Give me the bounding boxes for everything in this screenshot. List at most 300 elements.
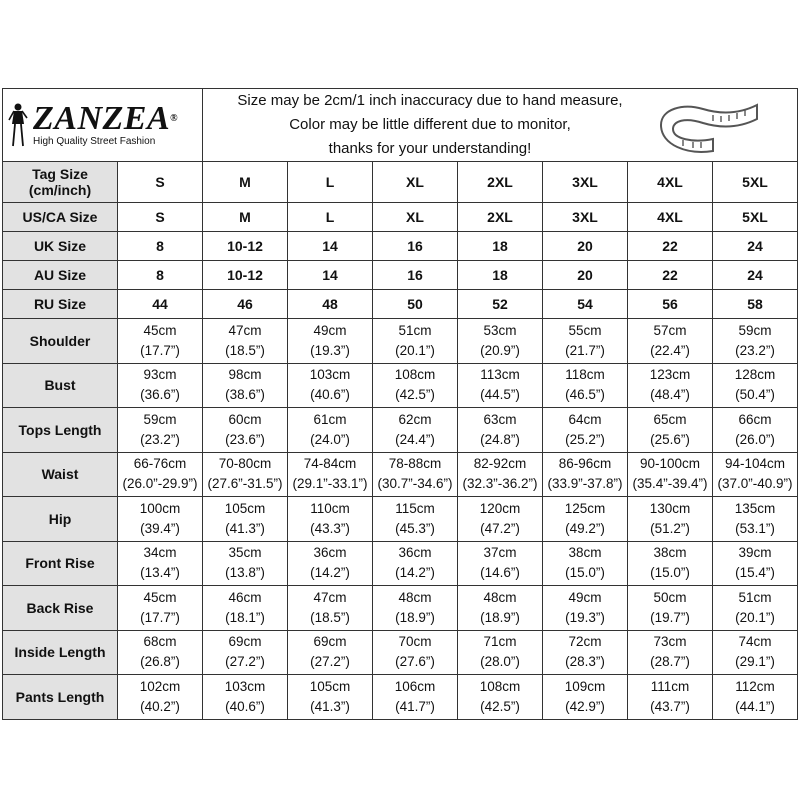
measurement-cell bbox=[713, 675, 798, 720]
measurement-inch: (14.2”) bbox=[395, 565, 435, 581]
measurement-cm: 35cm bbox=[228, 545, 262, 561]
measurement-inch: (20.1”) bbox=[735, 609, 775, 625]
measurement-cm: 50cm bbox=[653, 589, 687, 605]
measurement-cell bbox=[118, 497, 203, 542]
measurement-cell bbox=[373, 630, 458, 675]
size-cell: XL bbox=[373, 162, 458, 203]
measurement-cm: 103cm bbox=[309, 367, 351, 383]
measurement-cell bbox=[628, 675, 713, 720]
notice-line-3: thanks for your understanding! bbox=[328, 140, 532, 157]
measurement-notice bbox=[203, 89, 798, 162]
size-cell: S bbox=[118, 203, 203, 232]
measurement-cell bbox=[118, 541, 203, 586]
measurement-cell bbox=[543, 541, 628, 586]
measurement-cell bbox=[203, 675, 288, 720]
measurement-cell bbox=[373, 452, 458, 497]
size-table bbox=[2, 88, 798, 720]
measurement-cm: 69cm bbox=[228, 634, 262, 650]
measurement-inch: (46.5”) bbox=[565, 387, 605, 403]
measurement-cm: 108cm bbox=[479, 678, 521, 694]
measurement-inch: (51.2”) bbox=[650, 520, 690, 536]
measurement-cell bbox=[373, 675, 458, 720]
measurement-inch: (17.7”) bbox=[140, 342, 180, 358]
measurement-inch: (13.8”) bbox=[225, 565, 265, 581]
size-cell: L bbox=[288, 162, 373, 203]
measurement-inch: (45.3”) bbox=[395, 520, 435, 536]
measurement-cell bbox=[373, 497, 458, 542]
measurement-cm: 36cm bbox=[313, 545, 347, 561]
size-row bbox=[3, 290, 798, 319]
measurement-cm: 125cm bbox=[564, 500, 606, 516]
size-cell: 3XL bbox=[543, 162, 628, 203]
measurement-cm: 51cm bbox=[398, 322, 432, 338]
measurement-cell bbox=[288, 630, 373, 675]
measurement-inch: (18.5”) bbox=[310, 609, 350, 625]
measurement-cm: 106cm bbox=[394, 678, 436, 694]
size-row-label-line: AU Size bbox=[33, 267, 87, 283]
measurement-cm: 38cm bbox=[653, 545, 687, 561]
measurement-inch: (35.4”-39.4”) bbox=[632, 476, 708, 492]
size-cell: 22 bbox=[628, 261, 713, 290]
size-cell: 24 bbox=[713, 261, 798, 290]
measurement-inch: (44.1”) bbox=[735, 698, 775, 714]
measurement-cm: 74cm bbox=[738, 634, 772, 650]
measurement-cm: 38cm bbox=[568, 545, 602, 561]
measurement-row bbox=[3, 363, 798, 408]
measurement-cm: 46cm bbox=[228, 589, 262, 605]
measurement-cell bbox=[458, 452, 543, 497]
measurement-cell bbox=[118, 363, 203, 408]
measurement-cm: 86-96cm bbox=[558, 456, 612, 472]
size-row bbox=[3, 232, 798, 261]
notice-line-2: Color may be little different due to monitor, bbox=[289, 116, 571, 133]
measurement-inch: (20.9”) bbox=[480, 342, 520, 358]
size-cell: 16 bbox=[373, 261, 458, 290]
measurement-cell bbox=[713, 363, 798, 408]
measurement-cell bbox=[713, 541, 798, 586]
measurement-inch: (19.3”) bbox=[565, 609, 605, 625]
measurement-cell bbox=[628, 363, 713, 408]
size-cell: 44 bbox=[118, 290, 203, 319]
measurement-cm: 48cm bbox=[483, 589, 517, 605]
measurement-label: Pants Length bbox=[3, 675, 118, 720]
measurement-cell bbox=[628, 452, 713, 497]
size-cell: 10-12 bbox=[203, 232, 288, 261]
measurement-inch: (27.2”) bbox=[225, 654, 265, 670]
measurement-inch: (28.7”) bbox=[650, 654, 690, 670]
measurement-inch: (15.0”) bbox=[565, 565, 605, 581]
size-cell: 20 bbox=[543, 261, 628, 290]
size-cell: 3XL bbox=[543, 203, 628, 232]
measurement-cell bbox=[373, 408, 458, 453]
measurement-inch: (26.0”-29.9”) bbox=[122, 476, 198, 492]
measurement-cell bbox=[203, 630, 288, 675]
measurement-cell bbox=[458, 541, 543, 586]
measurement-cell bbox=[288, 675, 373, 720]
size-cell: XL bbox=[373, 203, 458, 232]
measurement-cm: 103cm bbox=[224, 678, 266, 694]
measurement-cell bbox=[543, 452, 628, 497]
measurement-cm: 53cm bbox=[483, 322, 517, 338]
size-cell: L bbox=[288, 203, 373, 232]
measurement-cell bbox=[118, 586, 203, 631]
measurement-inch: (19.7”) bbox=[650, 609, 690, 625]
measurement-cm: 74-84cm bbox=[303, 456, 357, 472]
measurement-inch: (32.3”-36.2”) bbox=[462, 476, 538, 492]
measurement-cell bbox=[373, 541, 458, 586]
measurement-cell bbox=[713, 497, 798, 542]
measurement-cell bbox=[458, 319, 543, 364]
measurement-cell bbox=[628, 630, 713, 675]
measurement-cell bbox=[543, 497, 628, 542]
measurement-cell bbox=[458, 586, 543, 631]
measurement-inch: (44.5”) bbox=[480, 387, 520, 403]
measurement-inch: (50.4”) bbox=[735, 387, 775, 403]
measurement-row bbox=[3, 541, 798, 586]
size-chart bbox=[2, 88, 798, 714]
measurement-cell bbox=[458, 630, 543, 675]
measurement-inch: (27.6”) bbox=[395, 654, 435, 670]
measurement-cell bbox=[288, 541, 373, 586]
size-cell: M bbox=[203, 203, 288, 232]
measurement-cell bbox=[628, 586, 713, 631]
measurement-cm: 71cm bbox=[483, 634, 517, 650]
measurement-inch: (18.9”) bbox=[480, 609, 520, 625]
measurement-cm: 47cm bbox=[313, 589, 347, 605]
measurement-cell bbox=[373, 319, 458, 364]
measurement-label: Tops Length bbox=[3, 408, 118, 453]
size-cell: 2XL bbox=[458, 162, 543, 203]
measurement-cell bbox=[118, 630, 203, 675]
measurement-cm: 123cm bbox=[649, 367, 691, 383]
measurement-cm: 70cm bbox=[398, 634, 432, 650]
size-cell: 14 bbox=[288, 232, 373, 261]
size-cell: 50 bbox=[373, 290, 458, 319]
measurement-inch: (41.7”) bbox=[395, 698, 435, 714]
measurement-cm: 102cm bbox=[139, 678, 181, 694]
measurement-inch: (19.3”) bbox=[310, 342, 350, 358]
measurement-cm: 94-104cm bbox=[724, 456, 786, 472]
measurement-cm: 72cm bbox=[568, 634, 602, 650]
measurement-cell bbox=[288, 452, 373, 497]
measurement-inch: (41.3”) bbox=[225, 520, 265, 536]
measurement-cm: 82-92cm bbox=[473, 456, 527, 472]
measurement-cell bbox=[543, 319, 628, 364]
measurement-cm: 49cm bbox=[313, 322, 347, 338]
size-cell: 46 bbox=[203, 290, 288, 319]
size-row bbox=[3, 261, 798, 290]
size-cell: 48 bbox=[288, 290, 373, 319]
measurement-row bbox=[3, 675, 798, 720]
size-cell: 5XL bbox=[713, 203, 798, 232]
size-cell: 5XL bbox=[713, 162, 798, 203]
measurement-cell bbox=[543, 586, 628, 631]
measurement-inch: (15.4”) bbox=[735, 565, 775, 581]
measurement-cm: 135cm bbox=[734, 500, 776, 516]
measurement-cell bbox=[203, 452, 288, 497]
measuring-tape-icon bbox=[653, 95, 763, 155]
size-cell: 18 bbox=[458, 261, 543, 290]
size-cell: S bbox=[118, 162, 203, 203]
measurement-inch: (30.7”-34.6”) bbox=[377, 476, 453, 492]
measurement-cm: 68cm bbox=[143, 634, 177, 650]
measurement-cell bbox=[203, 497, 288, 542]
measurement-inch: (18.1”) bbox=[225, 609, 265, 625]
measurement-cm: 109cm bbox=[564, 678, 606, 694]
measurement-inch: (15.0”) bbox=[650, 565, 690, 581]
measurement-cm: 118cm bbox=[565, 367, 605, 383]
measurement-row bbox=[3, 452, 798, 497]
measurement-inch: (17.7”) bbox=[140, 609, 180, 625]
measurement-cm: 36cm bbox=[398, 545, 432, 561]
measurement-inch: (21.7”) bbox=[565, 342, 605, 358]
measurement-cell bbox=[713, 452, 798, 497]
measurement-inch: (23.2”) bbox=[735, 342, 775, 358]
measurement-cm: 108cm bbox=[394, 367, 436, 383]
measurement-inch: (13.4”) bbox=[140, 565, 180, 581]
measurement-inch: (53.1”) bbox=[735, 520, 775, 536]
measurement-label: Waist bbox=[3, 452, 118, 497]
header-row bbox=[3, 89, 798, 162]
measurement-row bbox=[3, 586, 798, 631]
measurement-label: Bust bbox=[3, 363, 118, 408]
size-row-label bbox=[3, 203, 118, 232]
measurement-inch: (28.3”) bbox=[565, 654, 605, 670]
measurement-inch: (20.1”) bbox=[395, 342, 435, 358]
size-cell: 14 bbox=[288, 261, 373, 290]
brand-tagline: High Quality Street Fashion bbox=[33, 136, 156, 147]
measurement-inch: (25.2”) bbox=[565, 431, 605, 447]
measurement-inch: (23.6”) bbox=[225, 431, 265, 447]
measurement-cell bbox=[458, 675, 543, 720]
measurement-cm: 59cm bbox=[143, 411, 177, 427]
measurement-label: Front Rise bbox=[3, 541, 118, 586]
measurement-inch: (27.6”-31.5”) bbox=[207, 476, 283, 492]
measurement-label: Hip bbox=[3, 497, 118, 542]
measurement-cm: 69cm bbox=[313, 634, 347, 650]
measurement-inch: (38.6”) bbox=[225, 387, 265, 403]
measurement-cm: 37cm bbox=[483, 545, 517, 561]
measurement-cm: 59cm bbox=[738, 322, 772, 338]
measurement-cell bbox=[288, 408, 373, 453]
size-row-label-line: Tag Size bbox=[32, 166, 88, 182]
measurement-cm: 63cm bbox=[483, 411, 517, 427]
size-cell: 20 bbox=[543, 232, 628, 261]
measurement-inch: (29.1”) bbox=[735, 654, 775, 670]
measurement-cell bbox=[713, 408, 798, 453]
measurement-cm: 100cm bbox=[139, 500, 181, 516]
measurement-cell bbox=[458, 363, 543, 408]
size-row bbox=[3, 203, 798, 232]
measurement-cm: 113cm bbox=[480, 367, 520, 383]
size-cell: 4XL bbox=[628, 162, 713, 203]
measurement-cell bbox=[118, 408, 203, 453]
measurement-inch: (18.5”) bbox=[225, 342, 265, 358]
measurement-cell bbox=[713, 630, 798, 675]
measurement-label: Back Rise bbox=[3, 586, 118, 631]
measurement-cm: 105cm bbox=[309, 678, 351, 694]
measurement-cm: 48cm bbox=[398, 589, 432, 605]
size-cell: 10-12 bbox=[203, 261, 288, 290]
measurement-cm: 98cm bbox=[228, 367, 262, 383]
measurement-inch: (48.4”) bbox=[650, 387, 690, 403]
measurement-inch: (37.0”-40.9”) bbox=[717, 476, 793, 492]
measurement-inch: (42.9”) bbox=[565, 698, 605, 714]
measurement-cell bbox=[288, 319, 373, 364]
measurement-inch: (26.0”) bbox=[735, 431, 775, 447]
size-cell: 8 bbox=[118, 261, 203, 290]
size-row-label bbox=[3, 290, 118, 319]
measurement-cell bbox=[288, 497, 373, 542]
size-cell: 52 bbox=[458, 290, 543, 319]
measurement-inch: (42.5”) bbox=[395, 387, 435, 403]
measurement-cm: 128cm bbox=[734, 367, 776, 383]
registered-mark: ® bbox=[170, 113, 179, 124]
measurement-cm: 111cm bbox=[650, 678, 690, 694]
measurement-inch: (43.7”) bbox=[650, 698, 690, 714]
measurement-inch: (14.6”) bbox=[480, 565, 520, 581]
measurement-cell bbox=[628, 497, 713, 542]
measurement-inch: (39.4”) bbox=[140, 520, 180, 536]
measurement-cm: 110cm bbox=[310, 500, 350, 516]
size-row-label-line: UK Size bbox=[33, 238, 87, 254]
measurement-cm: 34cm bbox=[143, 545, 177, 561]
measurement-inch: (33.9”-37.8”) bbox=[547, 476, 623, 492]
measurement-cell bbox=[118, 319, 203, 364]
measurement-cm: 45cm bbox=[143, 589, 177, 605]
measurement-inch: (18.9”) bbox=[395, 609, 435, 625]
size-cell: 16 bbox=[373, 232, 458, 261]
size-cell: M bbox=[203, 162, 288, 203]
measurement-inch: (47.2”) bbox=[480, 520, 520, 536]
measurement-cell bbox=[203, 363, 288, 408]
measurement-cm: 112cm bbox=[735, 678, 775, 694]
measurement-cell bbox=[458, 497, 543, 542]
size-row bbox=[3, 162, 798, 203]
size-row-label-line: US/CA Size bbox=[22, 209, 98, 225]
measurement-inch: (40.6”) bbox=[225, 698, 265, 714]
measurement-inch: (14.2”) bbox=[310, 565, 350, 581]
measurement-inch: (28.0”) bbox=[480, 654, 520, 670]
measurement-cell bbox=[288, 363, 373, 408]
measurement-cell bbox=[118, 452, 203, 497]
measurement-cm: 61cm bbox=[313, 411, 347, 427]
measurement-inch: (24.4”) bbox=[395, 431, 435, 447]
size-row-label bbox=[3, 232, 118, 261]
size-cell: 58 bbox=[713, 290, 798, 319]
measurement-inch: (41.3”) bbox=[310, 698, 350, 714]
measurement-inch: (24.8”) bbox=[480, 431, 520, 447]
brand-logo bbox=[3, 89, 203, 162]
measurement-cell bbox=[373, 586, 458, 631]
measurement-inch: (43.3”) bbox=[310, 520, 350, 536]
measurement-cm: 39cm bbox=[738, 545, 772, 561]
size-cell: 2XL bbox=[458, 203, 543, 232]
size-cell: 8 bbox=[118, 232, 203, 261]
measurement-inch: (26.8”) bbox=[140, 654, 180, 670]
measurement-cell bbox=[628, 408, 713, 453]
measurement-cell bbox=[713, 319, 798, 364]
measurement-cm: 65cm bbox=[653, 411, 687, 427]
size-row-label-line: (cm/inch) bbox=[28, 182, 92, 198]
measurement-row bbox=[3, 408, 798, 453]
size-row-label bbox=[3, 261, 118, 290]
brand-name: ZANZEA bbox=[33, 100, 171, 137]
measurement-row bbox=[3, 319, 798, 364]
measurement-cm: 78-88cm bbox=[388, 456, 442, 472]
measurement-cell bbox=[543, 363, 628, 408]
measurement-cell bbox=[203, 319, 288, 364]
notice-line-1: Size may be 2cm/1 inch inaccuracy due to hand measure, bbox=[237, 92, 623, 109]
measurement-cm: 66-76cm bbox=[133, 456, 187, 472]
measurement-cm: 70-80cm bbox=[218, 456, 272, 472]
measurement-cm: 66cm bbox=[738, 411, 772, 427]
size-row-label bbox=[3, 162, 118, 203]
measurement-inch: (27.2”) bbox=[310, 654, 350, 670]
measurement-cm: 73cm bbox=[653, 634, 687, 650]
measurement-cell bbox=[543, 675, 628, 720]
fashion-figure-icon bbox=[7, 102, 29, 148]
measurement-inch: (40.2”) bbox=[140, 698, 180, 714]
measurement-cell bbox=[118, 675, 203, 720]
measurement-cm: 55cm bbox=[568, 322, 602, 338]
measurement-cell bbox=[373, 363, 458, 408]
size-cell: 56 bbox=[628, 290, 713, 319]
measurement-inch: (23.2”) bbox=[140, 431, 180, 447]
measurement-cm: 115cm bbox=[395, 500, 435, 516]
measurement-cm: 60cm bbox=[228, 411, 262, 427]
measurement-cm: 105cm bbox=[224, 500, 266, 516]
measurement-cm: 64cm bbox=[568, 411, 602, 427]
measurement-cell bbox=[713, 586, 798, 631]
measurement-cell bbox=[628, 319, 713, 364]
measurement-cell bbox=[288, 586, 373, 631]
measurement-cell bbox=[628, 541, 713, 586]
measurement-cell bbox=[543, 408, 628, 453]
measurement-row bbox=[3, 497, 798, 542]
size-cell: 54 bbox=[543, 290, 628, 319]
measurement-cm: 57cm bbox=[653, 322, 687, 338]
measurement-inch: (24.0”) bbox=[310, 431, 350, 447]
measurement-cell bbox=[458, 408, 543, 453]
measurement-cell bbox=[543, 630, 628, 675]
measurement-cm: 120cm bbox=[479, 500, 521, 516]
measurement-inch: (29.1”-33.1”) bbox=[292, 476, 368, 492]
measurement-inch: (42.5”) bbox=[480, 698, 520, 714]
size-cell: 24 bbox=[713, 232, 798, 261]
size-cell: 18 bbox=[458, 232, 543, 261]
measurement-cm: 47cm bbox=[228, 322, 262, 338]
measurement-inch: (25.6”) bbox=[650, 431, 690, 447]
size-cell: 22 bbox=[628, 232, 713, 261]
measurement-cm: 51cm bbox=[738, 589, 772, 605]
measurement-cm: 49cm bbox=[568, 589, 602, 605]
measurement-cell bbox=[203, 408, 288, 453]
measurement-cm: 45cm bbox=[143, 322, 177, 338]
measurement-row bbox=[3, 630, 798, 675]
measurement-inch: (36.6”) bbox=[140, 387, 180, 403]
measurement-inch: (22.4”) bbox=[650, 342, 690, 358]
measurement-inch: (40.6”) bbox=[310, 387, 350, 403]
size-cell: 4XL bbox=[628, 203, 713, 232]
measurement-cell bbox=[203, 586, 288, 631]
measurement-label: Inside Length bbox=[3, 630, 118, 675]
measurement-cm: 90-100cm bbox=[639, 456, 701, 472]
measurement-cm: 93cm bbox=[143, 367, 177, 383]
measurement-inch: (49.2”) bbox=[565, 520, 605, 536]
measurement-cm: 62cm bbox=[398, 411, 432, 427]
measurement-label: Shoulder bbox=[3, 319, 118, 364]
